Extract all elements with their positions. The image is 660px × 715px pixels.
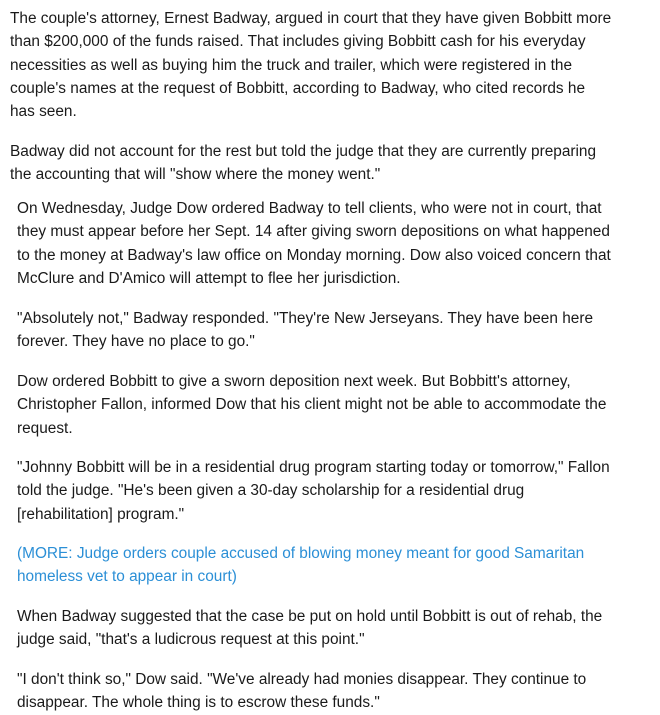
text-line: On Wednesday, Judge Dow ordered Badway to tell clients, who were not in court, that bbox=[17, 200, 602, 217]
paragraph-dow-quote bbox=[17, 668, 657, 715]
text-line: Dow ordered Bobbitt to give a sworn deposition next week. But Bobbitt's attorney, bbox=[17, 373, 571, 390]
text-line: told the judge. "He's been given a 30-day scholarship for a residential drug bbox=[17, 482, 525, 500]
paragraph-judge-order bbox=[17, 197, 657, 290]
paragraph-hold-request bbox=[17, 605, 657, 652]
text-line: "Johnny Bobbitt will be in a residential drug program starting today or tomorrow," Fallon bbox=[17, 459, 610, 476]
text-line: disappear. The whole thing is to escrow these funds." bbox=[17, 694, 380, 712]
paragraph-accounting bbox=[10, 140, 655, 187]
link-line[interactable]: (MORE: Judge orders couple accused of blowing money meant for good Samaritan bbox=[17, 545, 585, 562]
text-line: The couple's attorney, Ernest Badway, argued in court that they have given Bobbitt more bbox=[10, 10, 612, 27]
paragraph-bobbitt-deposition bbox=[17, 370, 657, 440]
text-line: couple's names at the request of Bobbitt, according to Badway, who cited records he bbox=[10, 79, 585, 97]
text-line: they must appear before her Sept. 14 after giving sworn depositions on what happened bbox=[17, 223, 610, 241]
text-line: "I don't think so," Dow said. "We've already had monies disappear. They continue to bbox=[17, 671, 587, 688]
text-line: Badway did not account for the rest but told the judge that they are currently preparing bbox=[10, 143, 597, 160]
link-line[interactable]: homeless vet to appear in court) bbox=[17, 568, 237, 586]
paragraph-fallon-quote bbox=[17, 456, 657, 526]
text-line: "Absolutely not," Badway responded. "They're New Jerseyans. They have been here bbox=[17, 310, 593, 327]
text-line: request. bbox=[17, 419, 73, 437]
text-line: has seen. bbox=[10, 103, 77, 121]
text-line: When Badway suggested that the case be put on hold until Bobbitt is out of rehab, the bbox=[17, 608, 603, 625]
text-line: forever. They have no place to go." bbox=[17, 333, 255, 351]
text-line: than $200,000 of the funds raised. That includes giving Bobbitt cash for his everyday bbox=[10, 33, 586, 51]
paragraph-attorney-argument bbox=[10, 7, 655, 123]
text-line: judge said, "that's a ludicrous request at this point." bbox=[17, 631, 365, 649]
text-line: [rehabilitation] program." bbox=[17, 505, 185, 523]
paragraph-badway-response bbox=[17, 307, 657, 354]
text-line: Christopher Fallon, informed Dow that his client might not be able to accommodate the bbox=[17, 396, 607, 414]
text-line: McClure and D'Amico will attempt to flee her jurisdiction. bbox=[17, 269, 401, 287]
related-article-link[interactable] bbox=[17, 542, 657, 589]
text-line: to the money at Badway's law office on Monday morning. Dow also voiced concern that bbox=[17, 246, 611, 264]
text-line: necessities as well as buying him the truck and trailer, which were registered in the bbox=[10, 56, 573, 74]
text-line: the accounting that will "show where the money went." bbox=[10, 166, 381, 184]
